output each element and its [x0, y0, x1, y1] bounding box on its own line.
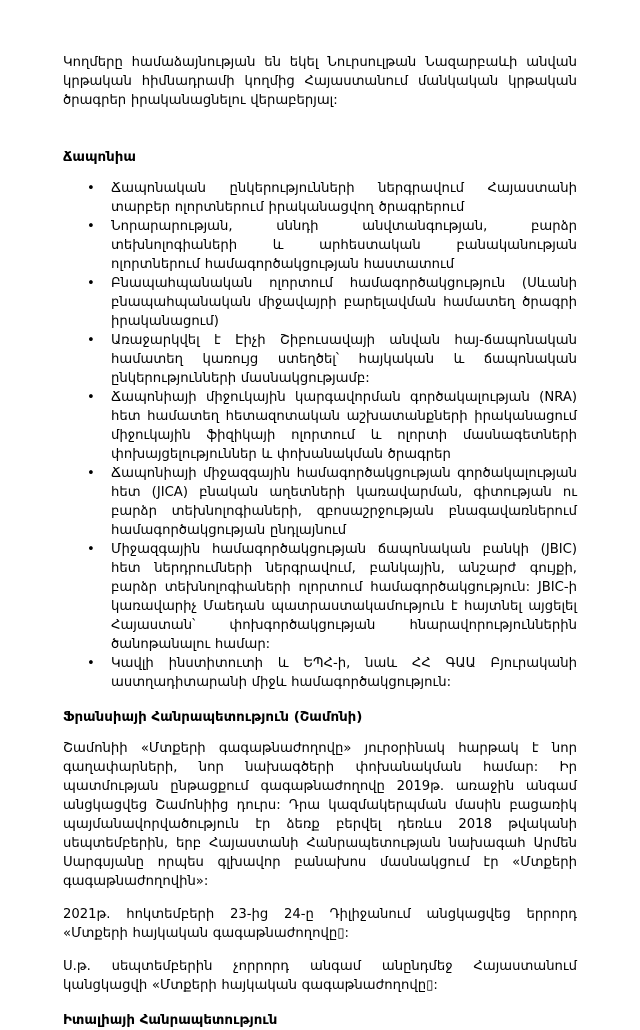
japan-bullet-list: [63, 179, 577, 692]
france-paragraph-1: Շամոնիի «Մտքերի գագաթնաժողովը» յուրօրինակ հարթակ է նոր գաղափարների, նոր նախագծերի փոխանակման համար: Իր պատմության ընթացքում գագաթնաժողովը 2019թ. առաջին անգամ անցկացվեց Շամոնիից դուրս: Դրա կազմակերպման մասին բացառիկ պայմանավորվածություն էր ձեռք բերվել դեռևս 2018 թվականի սեպտեմբերին, երբ Հայաստանի Հանրապետության նախագահ Արմեն Սարգսյանը որպես գլխավոր բանախոս մասնակցում էր «Մտքերի գագաթնաժողովին»:: [63, 741, 577, 889]
list-item: • Նորարարության, սննդի անվտանգության, բարձր տեխնոլոգիաների և արհեստական բանականության ոլորտներում համագործակցության հաստատում: [111, 217, 577, 274]
list-item: • Բնապահպանական ոլորտում համագործակցություն (Սևանի բնապահպանական միջավայրի բարելավման համատեղ ծրագրի իրականացում): [111, 274, 577, 331]
list-item: • Առաջարկվել է Էիչի Շիբուսավայի անվան հայ-ճապոնական համատեղ կառույց ստեղծել՝ հայկական և ճապոնական ընկերությունների մասնակցությամբ:: [111, 331, 577, 388]
france-paragraph-3: Ս.թ. սեպտեմբերին չորրորդ անգամ անընդմեջ Հայաստանում կանցկացվի «Մտքերի հայկական գագաթնաժողովը▯:: [63, 959, 577, 993]
section-heading-france: Ֆրանսիայի Հանրապետություն (Շամոնի): [63, 710, 363, 725]
list-item: • Կավլի ինստիտուտի և ԵՊՀ-ի, նաև ՀՀ ԳԱԱ Բյուրականի աստղադիտարանի միջև համագործակցություն:: [111, 654, 577, 692]
list-item: • Ճապոնական ընկերությունների ներգրավում Հայաստանի տարբեր ոլորտներում իրականացվող ծրագրերում: [111, 179, 577, 217]
section-heading-japan: Ճապոնիա: [63, 150, 136, 165]
list-item: • Ճապոնիայի միջազգային համագործակցության գործակալության հետ (JICA) բնական աղետների կառավարման, գիտության ու բարձր տեխնոլոգիաների, զբոսաշրջության բնագավառներում համագործակցության ընդլայնում: [111, 464, 577, 540]
intro-paragraph: Կողմերը համաձայնության են եկել Նուրսուլթան Նազարբաևի անվան կրթական հիմնադրամի կողմից Հայաստանում մանկական կրթական ծրագրեր իրականացնելու վերաբերյալ:: [63, 55, 577, 108]
list-item: • Միջազգային համագործակցության ճապոնական բանկի (JBIC) հետ ներդրումների ներգրավում, բանկային, անշարժ գույքի, բարձր տեխնոլոգիաների ոլորտում համագործակցություն: JBIC-ի կառավարիչ Մաեդան պատրաստակամություն է հայտնել այցելել Հայաստան՝ փոխգործակցության հնարավորություններին ծանոթանալու համար:: [111, 540, 577, 654]
list-item: • Ճապոնիայի միջուկային կարգավորման գործակալության (NRA) հետ համատեղ հետազոտական աշխատանքների իրականացում միջուկային ֆիզիկայի ոլորտում և ոլորտի մասնագետների փոխայցելություններ և փոխանակման ծրագրեր: [111, 388, 577, 464]
france-paragraph-2: 2021թ. հոկտեմբերի 23-ից 24-ը Դիլիջանում անցկացվեց երրորդ «Մտքերի հայկական գագաթնաժողովը▯:: [63, 907, 577, 941]
section-heading-italy: Իտալիայի Հանրապետություն: [63, 1013, 278, 1028]
